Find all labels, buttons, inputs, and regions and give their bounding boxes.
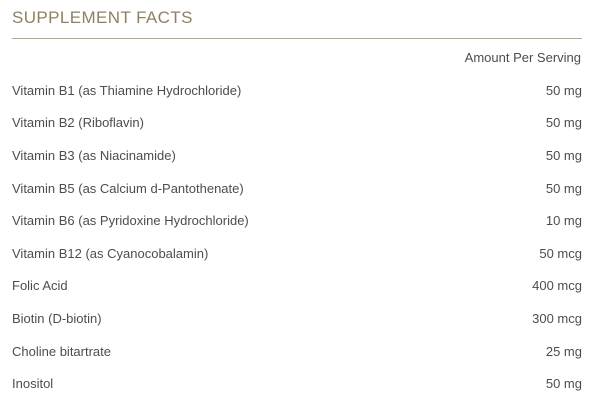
facts-row — [12, 335, 582, 368]
nutrient-amount: 10 mg — [545, 213, 582, 229]
nutrient-amount: 400 mcg — [532, 278, 582, 294]
title-divider — [12, 38, 582, 39]
facts-row — [12, 204, 582, 237]
facts-row — [12, 172, 582, 205]
nutrient-name: Folic Acid — [12, 278, 68, 294]
nutrient-name: Vitamin B1 (as Thiamine Hydrochloride) — [12, 82, 242, 98]
nutrient-amount: 50 mg — [545, 376, 582, 392]
nutrient-name: Vitamin B12 (as Cyanocobalamin) — [12, 245, 209, 261]
facts-row — [12, 74, 582, 107]
nutrient-amount: 50 mg — [545, 147, 582, 163]
nutrient-name: Biotin (D-biotin) — [12, 310, 102, 326]
nutrient-amount: 300 mcg — [532, 310, 582, 326]
facts-row — [12, 139, 582, 172]
nutrient-amount: 50 mg — [545, 180, 582, 196]
amount-per-serving-header: Amount Per Serving — [464, 50, 581, 65]
facts-row — [12, 302, 582, 335]
nutrient-amount: 50 mg — [545, 115, 582, 131]
facts-row — [12, 107, 582, 140]
facts-row — [12, 237, 582, 270]
nutrient-name: Vitamin B6 (as Pyridoxine Hydrochloride) — [12, 213, 249, 229]
nutrient-name: Vitamin B5 (as Calcium d-Pantothenate) — [12, 180, 244, 196]
nutrient-name: Inositol — [12, 376, 54, 392]
nutrient-amount: 50 mg — [545, 82, 582, 98]
nutrient-name: Vitamin B2 (Riboflavin) — [12, 115, 144, 131]
nutrient-amount: 50 mcg — [539, 245, 582, 261]
page-title: SUPPLEMENT FACTS — [12, 8, 193, 27]
facts-row — [12, 270, 582, 303]
nutrient-name: Vitamin B3 (as Niacinamide) — [12, 147, 176, 163]
facts-row — [12, 367, 582, 400]
facts-list — [12, 74, 582, 400]
nutrient-name: Choline bitartrate — [12, 343, 111, 359]
nutrient-amount: 25 mg — [545, 343, 582, 359]
